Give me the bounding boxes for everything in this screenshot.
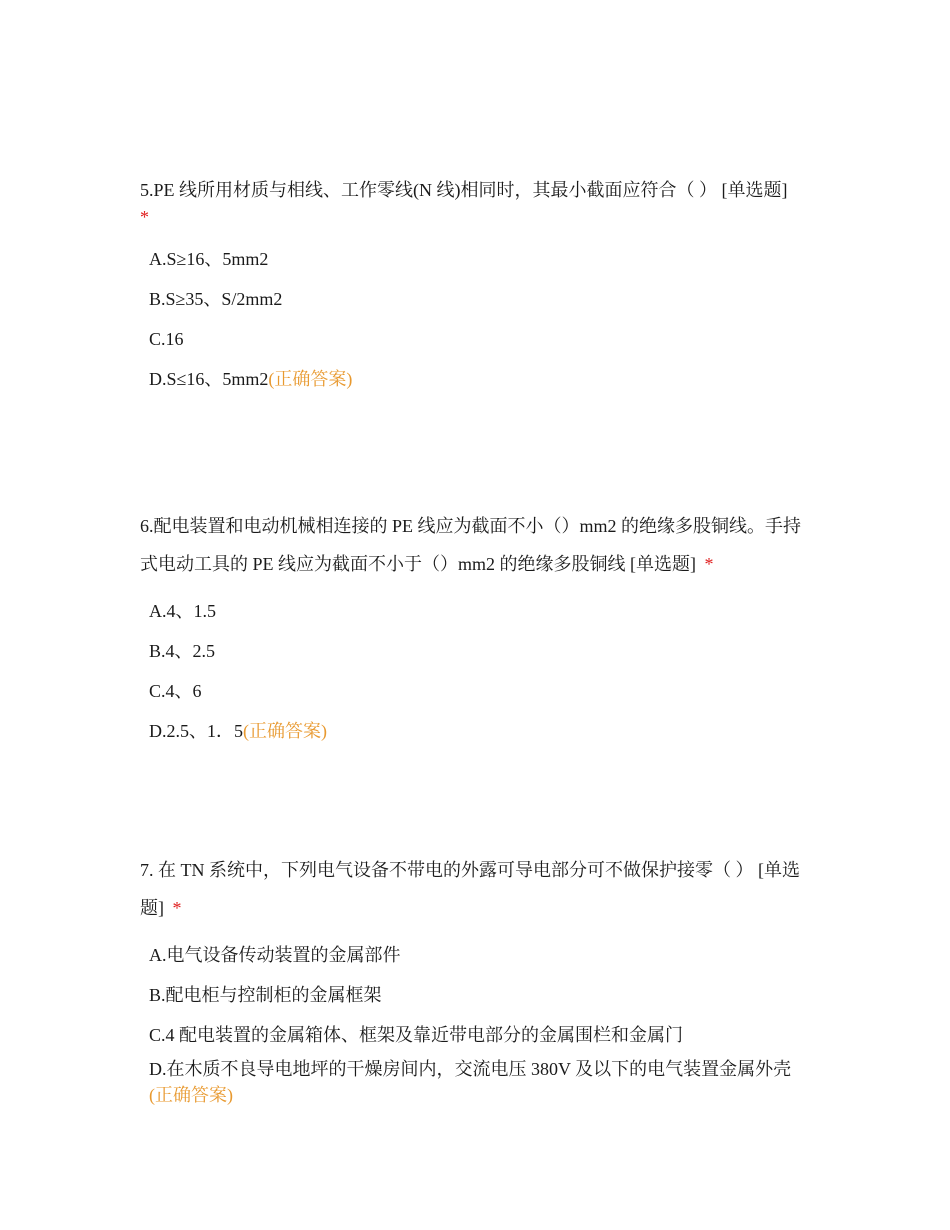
- option-a[interactable]: [149, 239, 812, 279]
- option-text: A.4、1.5: [149, 601, 216, 621]
- option-text: D.S≤16、5mm2: [149, 369, 269, 389]
- option-b[interactable]: [149, 631, 812, 671]
- option-text: A.电气设备传动装置的金属部件: [149, 945, 401, 965]
- question-6: [140, 507, 812, 751]
- option-text: B.4、2.5: [149, 641, 216, 661]
- option-c[interactable]: [149, 671, 812, 711]
- correct-answer-label: (正确答案): [268, 369, 353, 389]
- question-text: 5.PE 线所用材质与相线、工作零线(N 线)相同时，其最小截面应符合（ ） [单选题]: [140, 180, 788, 200]
- option-text: D.2.5、1．5: [149, 721, 243, 741]
- option-text: B.S≥35、S/2mm2: [149, 289, 283, 309]
- option-c[interactable]: [149, 319, 812, 359]
- option-b[interactable]: [149, 975, 812, 1015]
- question-title: [140, 507, 812, 583]
- option-text: B.配电柜与控制柜的金属框架: [149, 985, 382, 1005]
- question-title: [140, 171, 812, 231]
- options-list: [140, 591, 812, 751]
- required-mark: *: [140, 207, 149, 227]
- options-list: [140, 239, 812, 399]
- option-text: C.4、6: [149, 681, 202, 701]
- question-title: [140, 851, 812, 927]
- option-text: C.16: [149, 329, 184, 349]
- option-c[interactable]: [149, 1015, 812, 1055]
- correct-answer-label: (正确答案): [243, 721, 327, 741]
- options-list: [140, 935, 812, 1108]
- correct-answer-label: (正确答案): [149, 1085, 233, 1105]
- required-mark: *: [704, 554, 714, 574]
- option-text: A.S≥16、5mm2: [149, 249, 269, 269]
- option-text: C.4 配电装置的金属箱体、框架及靠近带电部分的金属围栏和金属门: [149, 1025, 684, 1045]
- option-d[interactable]: [149, 711, 812, 751]
- option-d[interactable]: [149, 1056, 812, 1108]
- option-a[interactable]: [149, 935, 812, 975]
- required-mark: *: [172, 898, 182, 918]
- question-5: [140, 171, 812, 399]
- question-7: [140, 851, 812, 1108]
- question-text: 7. 在 TN 系统中，下列电气设备不带电的外露可导电部分可不做保护接零（ ） [单选题]: [140, 860, 800, 918]
- option-d[interactable]: [149, 359, 812, 399]
- question-text: 6.配电装置和电动机械相连接的 PE 线应为截面不小（）mm2 的绝缘多股铜线。手持式电动工具的 PE 线应为截面不小于（）mm2 的绝缘多股铜线 [单选题]: [140, 516, 802, 574]
- option-a[interactable]: [149, 591, 812, 631]
- option-b[interactable]: [149, 279, 812, 319]
- option-text: D.在木质不良导电地坪的干燥房间内，交流电压 380V 及以下的电气装置金属外壳: [149, 1059, 792, 1079]
